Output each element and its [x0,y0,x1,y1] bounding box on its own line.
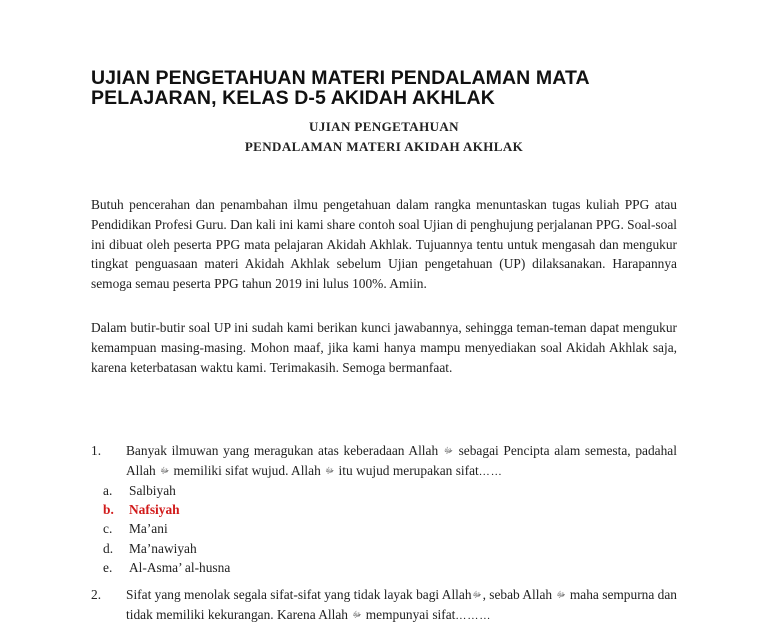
option-text: Al-Asma’ al-husna [129,560,231,575]
swt-glyph-icon: ﷻ [556,590,566,599]
option-text: Ma’ani [129,521,168,536]
option-letter: a. [103,483,113,498]
blank-dots: …… [478,465,503,478]
swt-glyph-icon: ﷻ [325,465,335,475]
question-stem [126,585,677,627]
option-e [103,558,230,578]
option-text: Ma’nawiyah [129,541,197,556]
option-letter: c. [103,521,113,536]
intro-paragraph-2: Dalam butir-butir soal UP ini sudah kami berikan kunci jawabannya, sehingga teman-teman dapat mengukur kemampuan masing-masing. Mohon maaf, jika kami hanya mampu menyediakan soal Akidah Akhlak saja, karena keterbatasan waktu kami. Terimakasih. Semoga bermanfaat. [91,320,677,375]
question-text: Sifat yang menolak segala sifat-sifat yang tidak layak bagi Allah [126,587,472,602]
swt-glyph-icon: ﷻ [443,446,453,455]
document-title: UJIAN PENGETAHUAN MATERI PENDALAMAN MATA PELAJARAN, KELAS D-5 AKIDAH AKHLAK [91,67,589,109]
option-d [103,539,197,559]
option-letter: e. [103,560,113,575]
question-text: sebagai Pencipta alam semesta, padahal Allah [126,443,677,478]
question-number: 1. [91,443,102,458]
blank-dots: ……… [455,609,492,622]
intro-paragraph-1: Butuh pencerahan dan penambahan ilmu pengetahuan dalam rangka menuntaskan tugas kuliah PPG atau Pendidikan Profesi Guru. Dan kali ini kami share contoh soal Ujian di penghujung perjalanan PPG. Soal-soal ini dibuat oleh peserta PPG mata pelajaran Akidah Akhlak. Tujuannya tentu untuk mengasah dan mengukur tingkat penguasaan materi Akidah Akhlak sebelum Ujian pengetahuan (UP) dilaksanakan. Harapannya semoga semau peserta PPG tahun 2019 ini lulus 100%. Amiin. [91,197,677,292]
option-b-correct-answer [103,500,180,520]
swt-glyph-icon: ﷻ [160,465,170,475]
question-stem [126,441,677,483]
question-text: , sebab Allah [482,587,553,602]
subheading-line-1: UJIAN PENGETAHUAN [309,119,459,134]
question-text: memiliki sifat wujud. Allah [173,462,321,478]
option-text: Nafsiyah [129,502,180,517]
swt-glyph-icon: ﷻ [352,609,362,619]
option-letter: b. [103,502,114,517]
option-letter: d. [103,541,114,556]
question-text: itu wujud merupakan sifat [338,462,479,478]
question-text: maha sempurna dan tidak memiliki kekurangan. Karena Allah [126,587,677,622]
option-c [103,519,168,539]
question-number: 2. [91,587,102,602]
subheading-line-2: PENDALAMAN MATERI AKIDAH AKHLAK [244,139,524,154]
swt-glyph-icon: ﷻ [472,590,482,599]
question-text: mempunyai sifat [365,606,456,622]
question-text: Banyak ilmuwan yang meragukan atas keberadaan Allah [126,443,439,458]
option-a [103,481,176,501]
option-text: Salbiyah [129,483,176,498]
